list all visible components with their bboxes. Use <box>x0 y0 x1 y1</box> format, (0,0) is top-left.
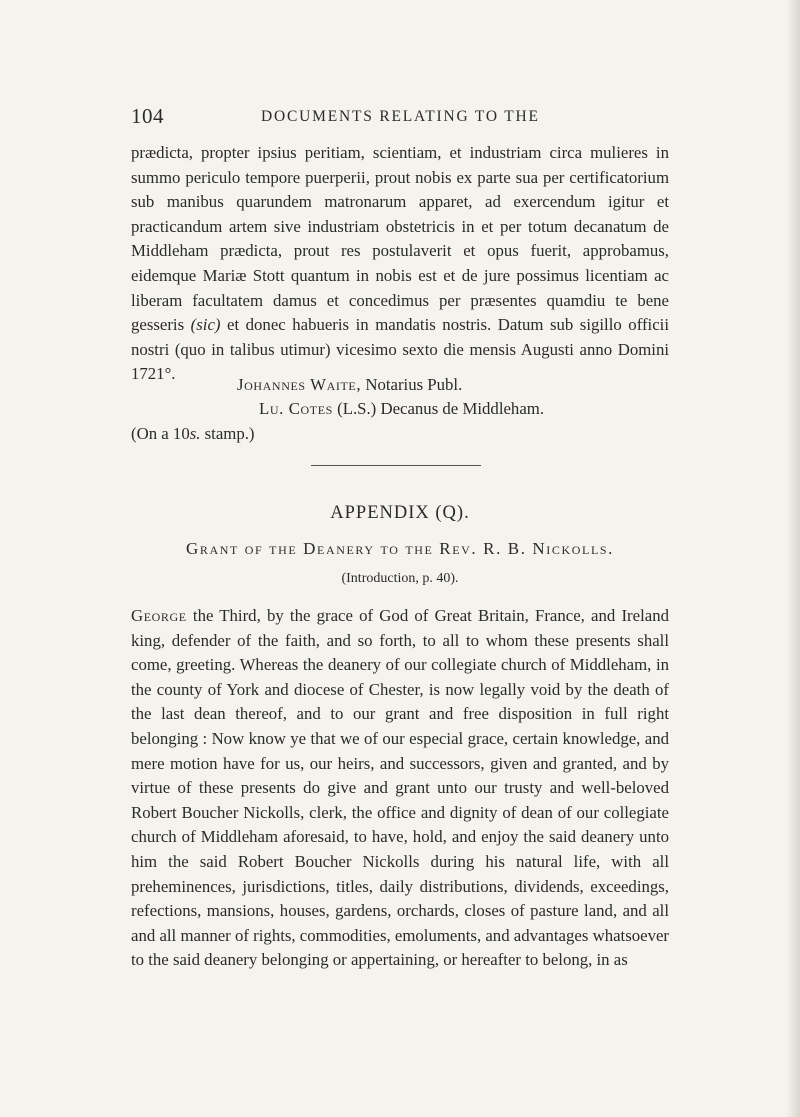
dean-title: (L.S.) Decanus de Middleham. <box>332 399 545 418</box>
grant-lead-word: George <box>131 606 187 625</box>
dean-name: Lu. Cotes <box>259 399 333 418</box>
running-head: DOCUMENTS RELATING TO THE <box>261 108 540 125</box>
sic-note: (sic) <box>190 315 221 335</box>
grant-paragraph <box>131 604 669 973</box>
introduction-reference: (Introduction, p. 40). <box>341 571 459 586</box>
section-divider <box>311 465 481 466</box>
grant-title: Grant of the Deanery to the Rev. R. B. Nickolls. <box>186 539 614 558</box>
stamp-note <box>131 424 255 444</box>
stamp-after: stamp.) <box>200 424 255 443</box>
latin-text <box>131 141 669 387</box>
appendix-title: APPENDIX (Q). <box>330 503 470 523</box>
grant-body: the Third, by the grace of God of Great Britain, France, and Ireland king, defender of the faith, and so forth, to all to whom these presents shall come, greeting. Whereas the deanery of our collegiate church of Middleham, in the county of York and diocese of Chester, is now legally void by the death of the last dean thereof, and to our grant and free disposition in full right belonging : Now know ye that we of our especial grace, certain knowledge, and mere motion have for us, our heirs, and successors, given and granted, and by virtue of these presents do give and grant unto our trusty and well-beloved Robert Boucher Nickolls, clerk, the office and dignity of dean of our collegiate church of Middleham aforesaid, to have, hold, and enjoy the said deanery unto him the said Robert Boucher Nickolls during his natural life, with all preheminences, jurisdictions, titles, daily distributions, dividends, exceedings, refections, mansions, houses, gardens, orchards, closes of pasture land, and all and all manner of rights, commodities, emoluments, and advantages whatsoever to the said deanery belonging or appertaining, or hereafter to belong, in as <box>131 606 669 970</box>
latin-text-part1: prædicta, propter ipsius peritiam, scientiam, et industriam circa mulieres in summo periculo tempore puerperii, prout nobis ex parte sua per certificatorium sub manibus quarundem matronarum apparet, ad exercendum igitur et practicandum artem sive industriam obstetricis in et per totum decanatum de Middleham prædicta, prout res postulaverit et opus fuerit, approbamus, eidemque Mariæ Stott quantum in nobis est et de jure possimus licentiam ac liberam facultatem damus et concedimus per præsentes quamdiu te bene gesseris <box>131 143 669 335</box>
notary-title: Notarius Publ. <box>361 375 463 394</box>
latin-text-part2: et donec habueris in mandatis nostris. Datum sub sigillo officii nostri (quo in talibus utimur) vicesimo sexto die mensis Augusti anno Domini 1721°. <box>131 315 669 384</box>
page-number: 104 <box>131 104 164 128</box>
latin-paragraph <box>131 141 669 387</box>
stamp-before: (On a 10 <box>131 424 190 443</box>
signature-notary <box>237 375 462 395</box>
grant-text <box>131 604 669 973</box>
signature-dean <box>259 399 544 419</box>
stamp-abbr: s. <box>189 424 201 443</box>
page-header <box>131 102 671 132</box>
notary-name: Johannes Waite, <box>237 375 362 394</box>
